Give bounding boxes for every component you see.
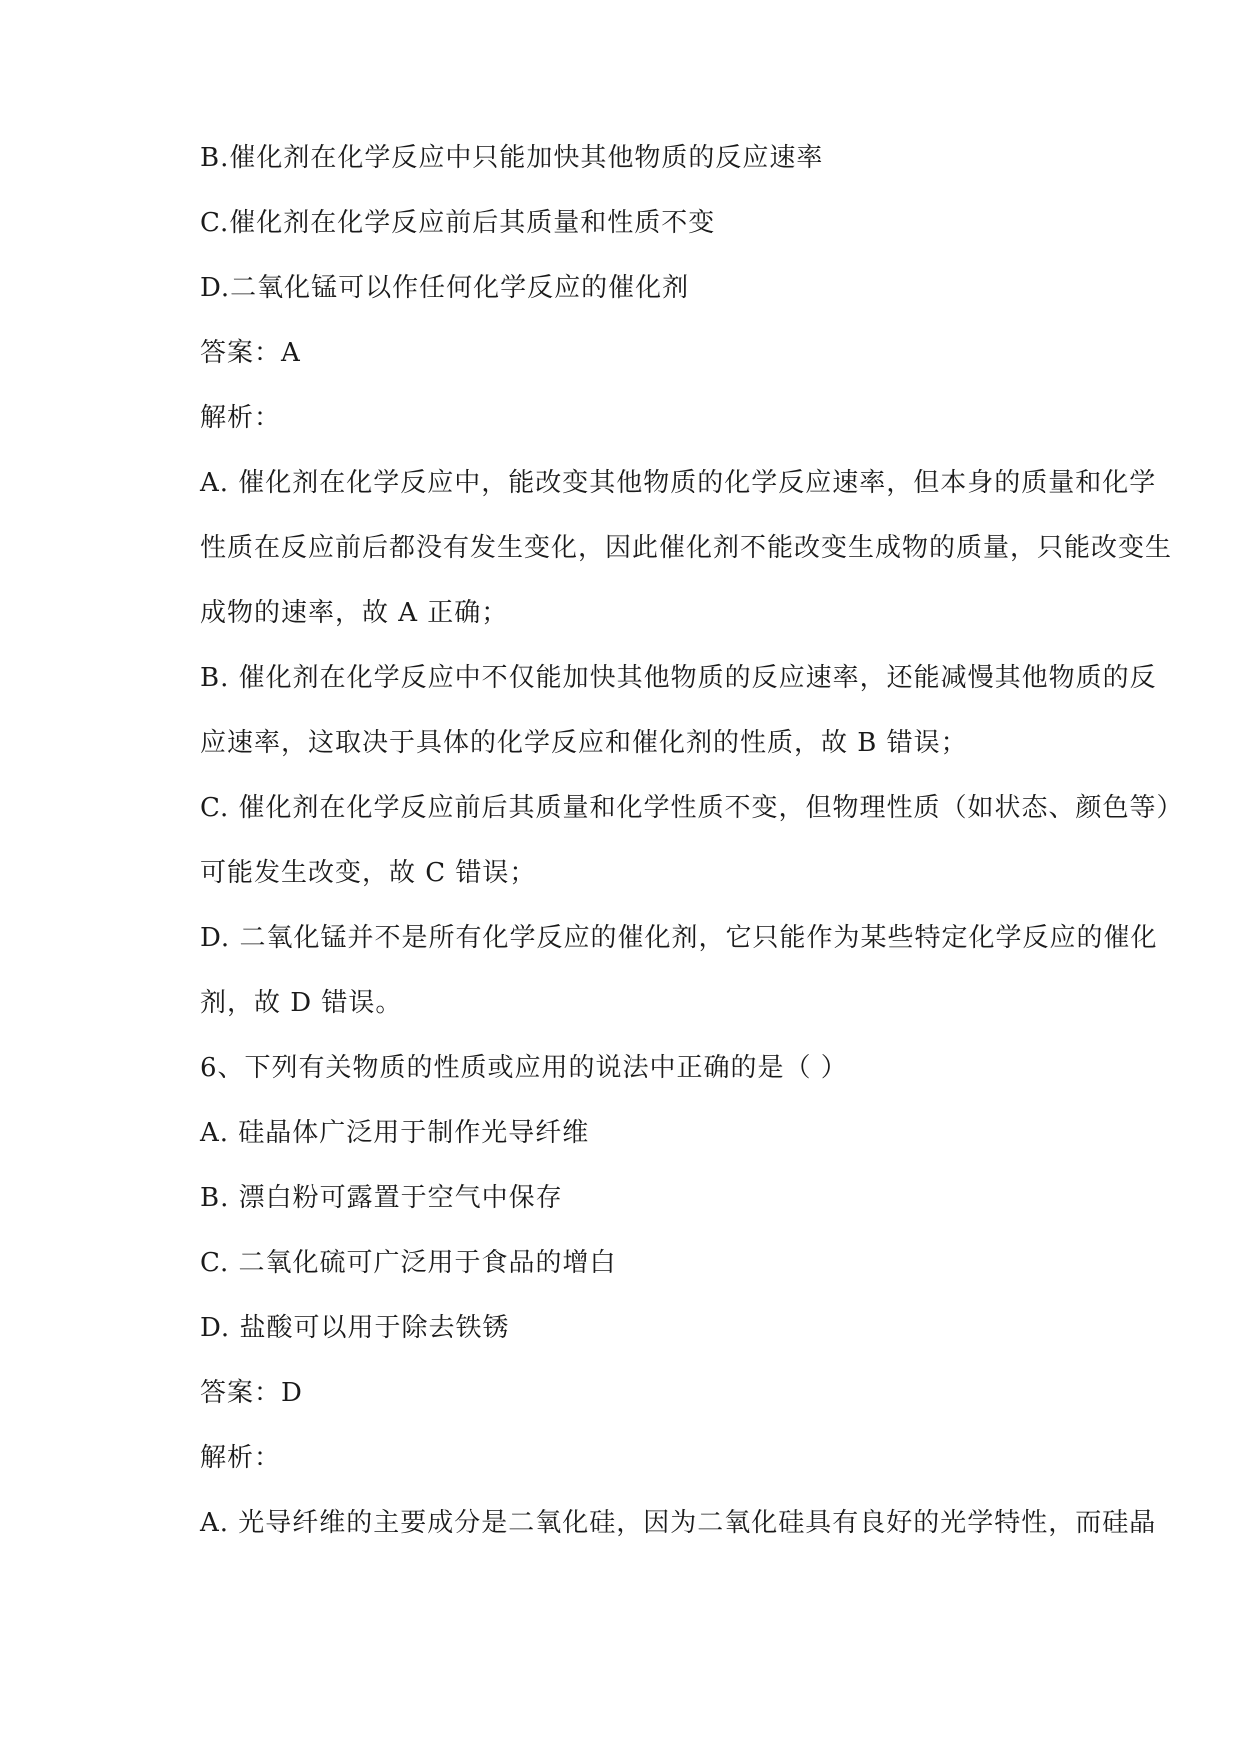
question-6-line: 6、下列有关物质的性质或应用的说法中正确的是（ ）: [200, 1053, 848, 1083]
q6-option-d-line: D. 盐酸可以用于除去铁锈: [200, 1313, 510, 1343]
analysis-text-line: 应速率，这取决于具体的化学反应和催化剂的性质，故 B 错误；: [200, 728, 968, 758]
option-d-line: D.二氧化锰可以作任何化学反应的催化剂: [200, 273, 690, 303]
analysis-text-line: C. 催化剂在化学反应前后其质量和化学性质不变，但物理性质（如状态、颜色等）: [200, 793, 1184, 823]
analysis-text-line: 成物的速率，故 A 正确；: [200, 598, 509, 628]
analysis-text-line: 剂，故 D 错误。: [200, 988, 403, 1018]
document-body: [200, 138, 1184, 1568]
q6-answer-line: 答案：D: [200, 1378, 303, 1408]
option-c-line: C.催化剂在化学反应前后其质量和性质不变: [200, 208, 716, 238]
analysis-heading: 解析：: [200, 403, 282, 433]
answer-line: 答案：A: [200, 338, 301, 368]
analysis-text-line: A. 催化剂在化学反应中，能改变其他物质的化学反应速率，但本身的质量和化学: [200, 468, 1157, 498]
q6-option-c-line: C. 二氧化硫可广泛用于食品的增白: [200, 1248, 617, 1278]
analysis-text-line: 性质在反应前后都没有发生变化，因此催化剂不能改变生成物的质量，只能改变生: [200, 533, 1173, 563]
option-b-line: B.催化剂在化学反应中只能加快其他物质的反应速率: [200, 143, 824, 173]
q6-analysis-heading: 解析：: [200, 1443, 282, 1473]
analysis-text-line: D. 二氧化锰并不是所有化学反应的催化剂，它只能作为某些特定化学反应的催化: [200, 923, 1158, 953]
analysis-text-line: 可能发生改变，故 C 错误；: [200, 858, 537, 888]
q6-option-a-line: A. 硅晶体广泛用于制作光导纤维: [200, 1118, 590, 1148]
q6-analysis-text-line: A. 光导纤维的主要成分是二氧化硅，因为二氧化硅具有良好的光学特性，而硅晶: [200, 1508, 1157, 1538]
analysis-text-line: B. 催化剂在化学反应中不仅能加快其他物质的反应速率，还能减慢其他物质的反: [200, 663, 1157, 693]
q6-option-b-line: B. 漂白粉可露置于空气中保存: [200, 1183, 563, 1213]
